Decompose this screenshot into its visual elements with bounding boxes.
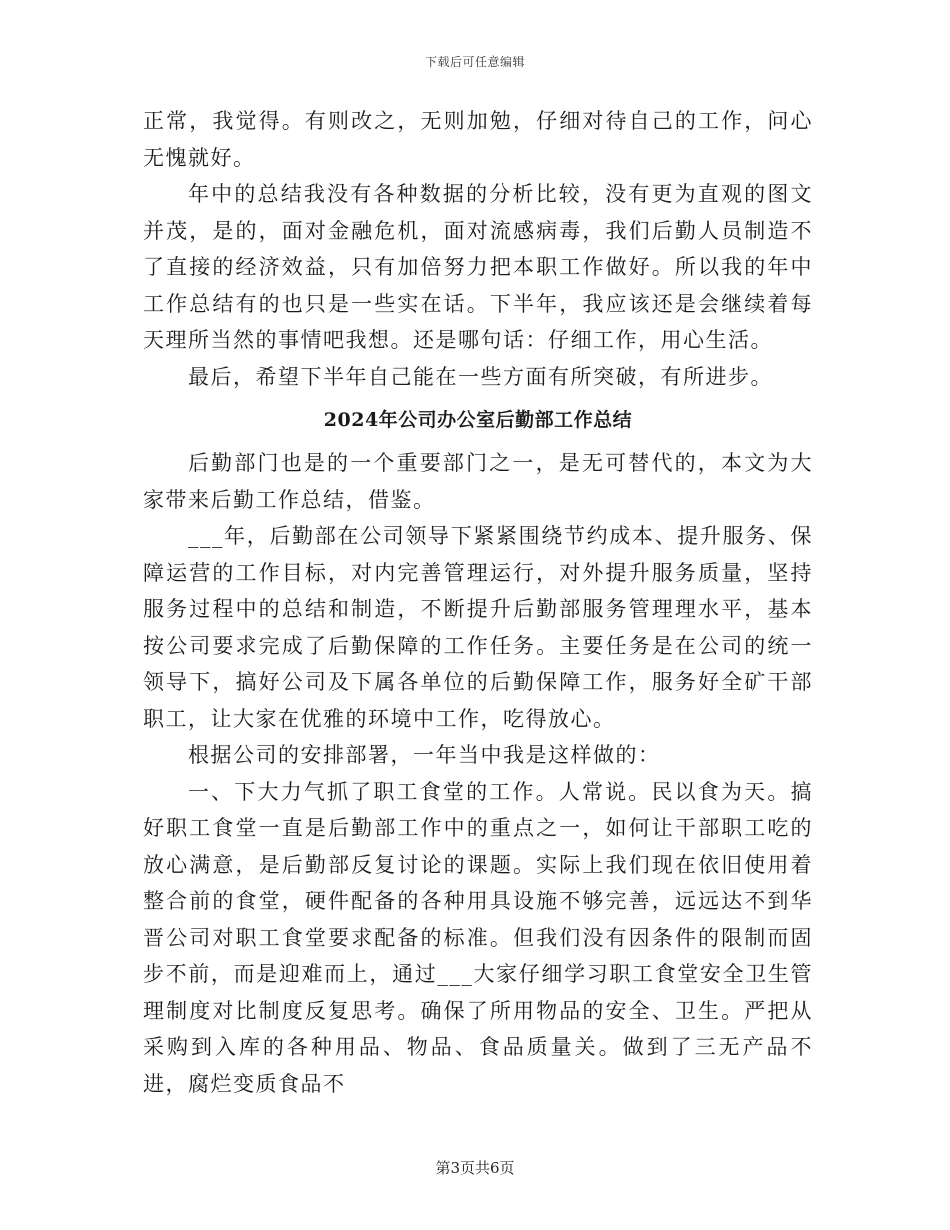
paragraph-intro: 后勤部门也是的一个重要部门之一，是无可替代的，本文为大家带来后勤工作总结，借鉴。	[143, 451, 813, 512]
section-title: 2024年公司办公室后勤部工作总结	[323, 409, 633, 431]
paragraph-continuation: 正常，我觉得。有则改之，无则加勉，仔细对待自己的工作，问心无愧就好。	[143, 109, 813, 170]
page-number-footer: 第3页共6页	[435, 1159, 515, 1177]
paragraph-arrangement: 根据公司的安排部署，一年当中我是这样做的：	[188, 743, 661, 767]
paragraph-canteen-work: 一、下大力气抓了职工食堂的工作。人常说。民以食为天。搞好职工食堂一直是后勤部工作中的重点之一，如何让干部职工吃的放心满意，是后勤部反复讨论的课题。实际上我们现在依旧使用着整合前的食堂，硬件配备的各种用具设施不够完善，远远达不到华晋公司对职工食堂要求配备的标准。但我们没有因条件的限制而固步不前，而是迎难而上，通过___大家仔细学习职工食堂安全卫生管理制度对比制度反复思考。确保了所用物品的安全、卫生。严把从采购到入库的各种用品、物品、食品质量关。做到了三无产品不进，腐烂变质食品不	[143, 779, 813, 1096]
paragraph-midyear-summary: 年中的总结我没有各种数据的分析比较，没有更为直观的图文并茂，是的，面对金融危机，面对流感病毒，我们后勤人员制造不了直接的经济效益，只有加倍努力把本职工作做好。所以我的年中工作总结有的也只是一些实在话。下半年，我应该还是会继续着每天理所当然的事情吧我想。还是哪句话：仔细工作，用心生活。	[143, 182, 813, 352]
paragraph-overview: ___年，后勤部在公司领导下紧紧围绕节约成本、提升服务、保障运营的工作目标，对内完善管理运行，对外提升服务质量，坚持服务过程中的总结和制造，不断提升后勤部服务管理理水平，基本按公司要求完成了后勤保障的工作任务。主要任务是在公司的统一领导下，搞好公司及下属各单位的后勤保障工作，服务好全矿干部职工，让大家在优雅的环境中工作，吃得放心。	[143, 524, 813, 731]
document-body	[143, 103, 813, 1102]
paragraph-closing-wish: 最后，希望下半年自己能在一些方面有所突破，有所进步。	[188, 364, 773, 389]
page-header: 下载后可任意编辑	[424, 55, 525, 69]
